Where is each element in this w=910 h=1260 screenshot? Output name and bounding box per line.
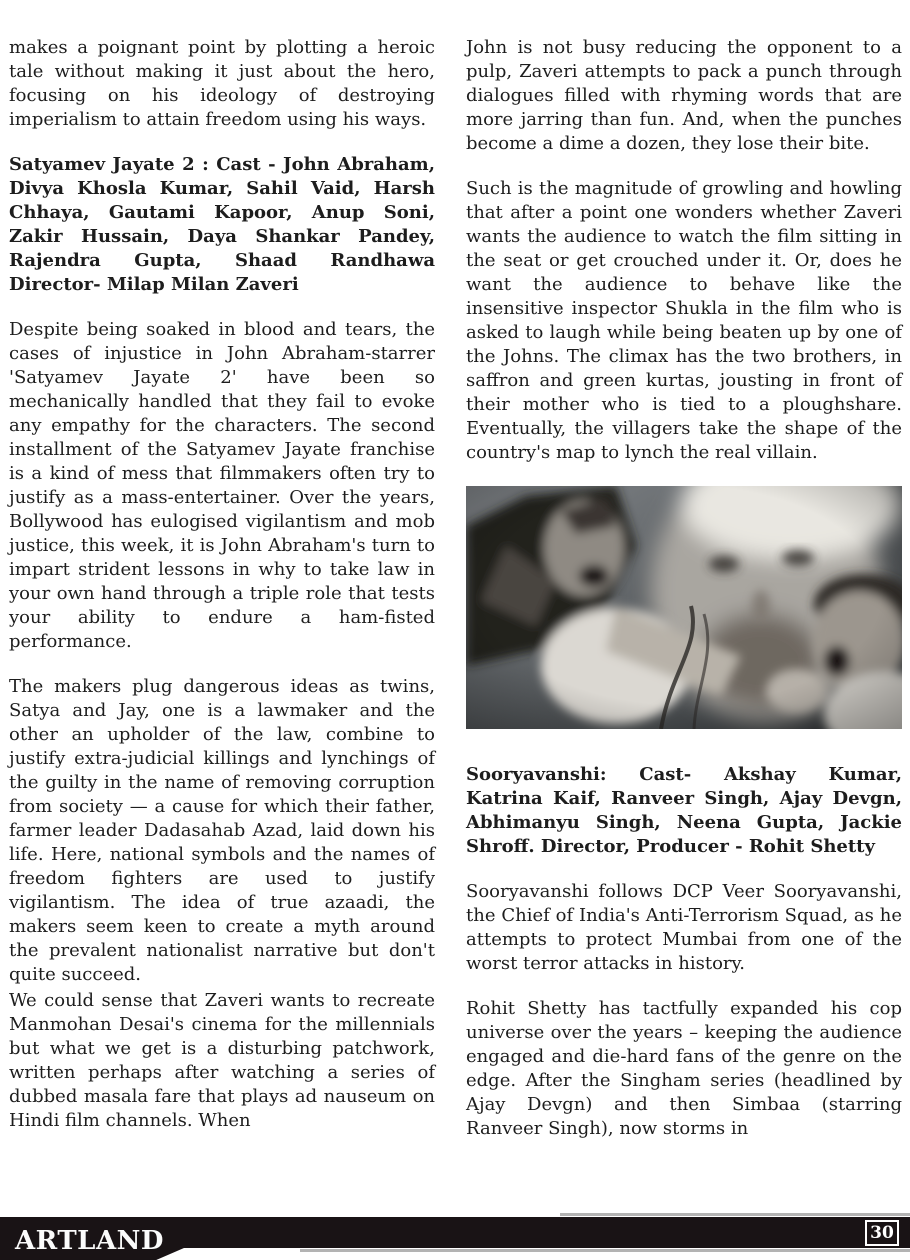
footer-accent-line-top — [560, 1213, 910, 1216]
photo-illustration — [466, 486, 902, 729]
intro-paragraph: makes a poignant point by plotting a heroic tale without making it just about the hero, focusing on his ideology of destroying imperialism to attain freedom using his ways. — [9, 37, 435, 130]
review-paragraph: We could sense that Zaveri wants to recreate Manmohan Desai's cinema for the millennials but what we get is a disturbing patchwork, written perhaps after watching a series of dubbed masala fare that plays ad nauseum on Hindi film channels. When — [9, 990, 435, 1131]
article-photo — [466, 486, 902, 729]
left-column — [9, 36, 435, 1162]
article-body — [9, 36, 902, 1162]
review-paragraph: Rohit Shetty has tactfully expanded his cop universe over the years – keeping the audience engaged and die-hard fans of the genre on the edge. After the Singham series (headlined by Ajay Devgn) and then Simbaa (starring Ranveer Singh), now storms in — [466, 998, 902, 1139]
review-paragraph: Despite being soaked in blood and tears, the cases of injustice in John Abraham-starrer 'Satyamev Jayate 2' have been so mechanically handled that they fail to evoke any empathy for the characters. The second installment of the Satyamev Jayate franchise is a kind of mess that filmmakers often try to justify as a mass-entertainer. Over the years, Bollywood has eulogised vigilantism and mob justice, this week, it is John Abraham's turn to impart strident lessons in why to take law in your own hand through a triple role that tests your ability to endure a ham-fisted performance. — [9, 319, 435, 652]
right-column — [466, 36, 902, 1162]
footer-accent-line-bottom — [300, 1249, 910, 1252]
review-paragraph: The makers plug dangerous ideas as twins, Satya and Jay, one is a lawmaker and the other an upholder of the law, combine to justify extra-judicial killings and lynchings of the guilty in the name of removing corruption from society — a cause for which their father, farmer leader Dadasahab Azad, laid down his life. Here, national symbols and the names of freedom fighters are used to justify vigilantism. The idea of true azaadi, the makers seem keen to create a myth around the prevalent nationalist narrative but don't quite succeed. — [9, 676, 435, 985]
sooryavanshi-cast-credits: Sooryavanshi: Cast- Akshay Kumar, Katrina Kaif, Ranveer Singh, Ajay Devgn, Abhimanyu Singh, Neena Gupta, Jackie Shroff. Director, Producer - Rohit Shetty — [466, 764, 902, 857]
page-number-badge — [865, 1220, 899, 1246]
review-paragraph: Such is the magnitude of growling and howling that after a point one wonders whether Zaveri wants the audience to watch the film sitting in the seat or get crouched under it. Or, does he want the audience to behave like the insensitive inspector Shukla in the film who is asked to laugh while being beaten up by one of the Johns. The climax has the two brothers, in saffron and green kurtas, jousting in front of their mother who is tied to a ploughshare. Eventually, the villagers take the shape of the country's map to lynch the real villain. — [466, 178, 902, 463]
synopsis-paragraph: Sooryavanshi follows DCP Veer Sooryavanshi, the Chief of India's Anti-Terrorism Squad, as he attempts to protect Mumbai from one of the worst terror attacks in history. — [466, 881, 902, 974]
review-paragraph: John is not busy reducing the opponent to a pulp, Zaveri attempts to pack a punch through dialogues filled with rhyming words that are more jarring than fun. And, when the punches become a dime a dozen, they lose their bite. — [466, 37, 902, 154]
satyamev-jayate-cast-credits: Satyamev Jayate 2 : Cast - John Abraham, Divya Khosla Kumar, Sahil Vaid, Harsh Chhaya, Gautami Kapoor, Anup Soni, Zakir Hussain, Daya Shankar Pandey, Rajendra Gupta, Shaad Randhawa Director- Milap Milan Zaveri — [9, 154, 435, 295]
page-number: 30 — [870, 1223, 894, 1243]
magazine-brand: ARTLAND — [15, 1226, 164, 1256]
